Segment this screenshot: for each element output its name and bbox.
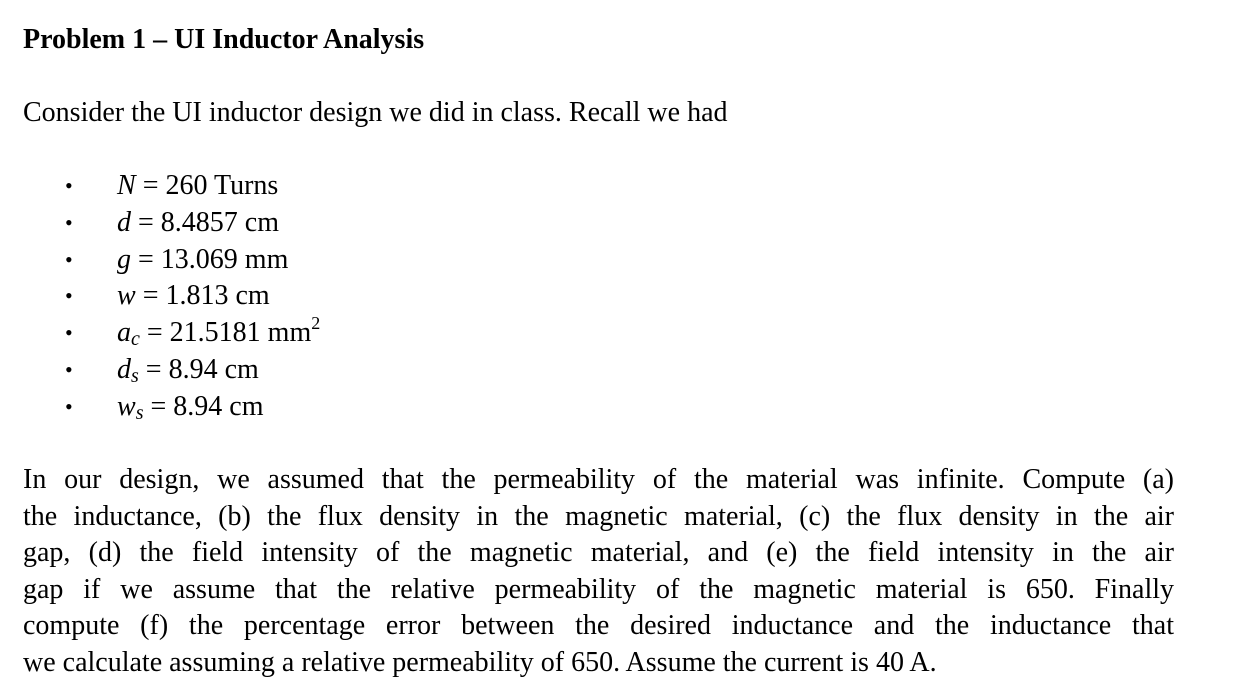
parameter-symbol: a: [117, 317, 131, 349]
parameter-text: [117, 278, 270, 314]
parameter-text: [117, 242, 288, 278]
parameter-subscript: s: [135, 401, 144, 424]
parameter-value: = 8.4857 cm: [138, 206, 279, 238]
parameter-value: = 1.813 cm: [142, 280, 270, 312]
parameter-value: = 21.5181 mm: [146, 317, 312, 349]
bullet-icon: •: [65, 320, 73, 346]
parameter-text: [117, 205, 279, 241]
parameter-value: = 13.069 mm: [138, 243, 289, 275]
bullet-icon: •: [65, 393, 73, 419]
bullet-icon: •: [65, 283, 73, 309]
parameter-symbol: w: [117, 390, 136, 422]
parameter-unit-superscript: 2: [311, 313, 321, 334]
problem-statement: [23, 462, 1174, 681]
intro-text: Consider the UI inductor design we did in class. Recall we had: [23, 97, 728, 128]
parameter-value: = 8.94 cm: [145, 353, 259, 385]
parameter-symbol: N: [117, 170, 136, 201]
bullet-icon: •: [65, 209, 73, 235]
problem-line: gap, (d) the field intensity of the magnetic material, and (e) the field intensity in the air: [23, 537, 1174, 568]
parameter-subscript: c: [131, 328, 140, 351]
parameter-value: = 260 Turns: [142, 170, 279, 201]
parameter-symbol: g: [117, 243, 131, 275]
parameter-symbol: d: [117, 206, 131, 238]
parameter-value: = 8.94 cm: [150, 390, 264, 422]
bullet-icon: •: [65, 356, 73, 382]
parameter-text: [117, 389, 263, 425]
parameter-text: [117, 352, 259, 388]
parameter-subscript: s: [131, 364, 139, 387]
parameter-text: [117, 168, 278, 204]
problem-line: we calculate assuming a relative permeability of 650. Assume the current is 40 A.: [23, 646, 937, 678]
bullet-icon: •: [65, 246, 73, 272]
parameter-text: [117, 315, 320, 351]
problem-line: In our design, we assumed that the permeability of the material was infinite. Compute (a): [23, 464, 1174, 495]
bullet-icon: •: [65, 173, 73, 198]
problem-title: Problem 1 – UI Inductor Analysis: [23, 24, 425, 55]
parameter-symbol: w: [117, 280, 136, 312]
problem-line: the inductance, (b) the flux density in the magnetic material, (c) the flux density in the air: [23, 500, 1174, 532]
parameter-symbol: d: [117, 353, 131, 385]
problem-line: gap if we assume that the relative permeability of the magnetic material is 650. Finally: [23, 573, 1174, 605]
problem-line: compute (f) the percentage error between the desired inductance and the inductance that: [23, 610, 1174, 641]
